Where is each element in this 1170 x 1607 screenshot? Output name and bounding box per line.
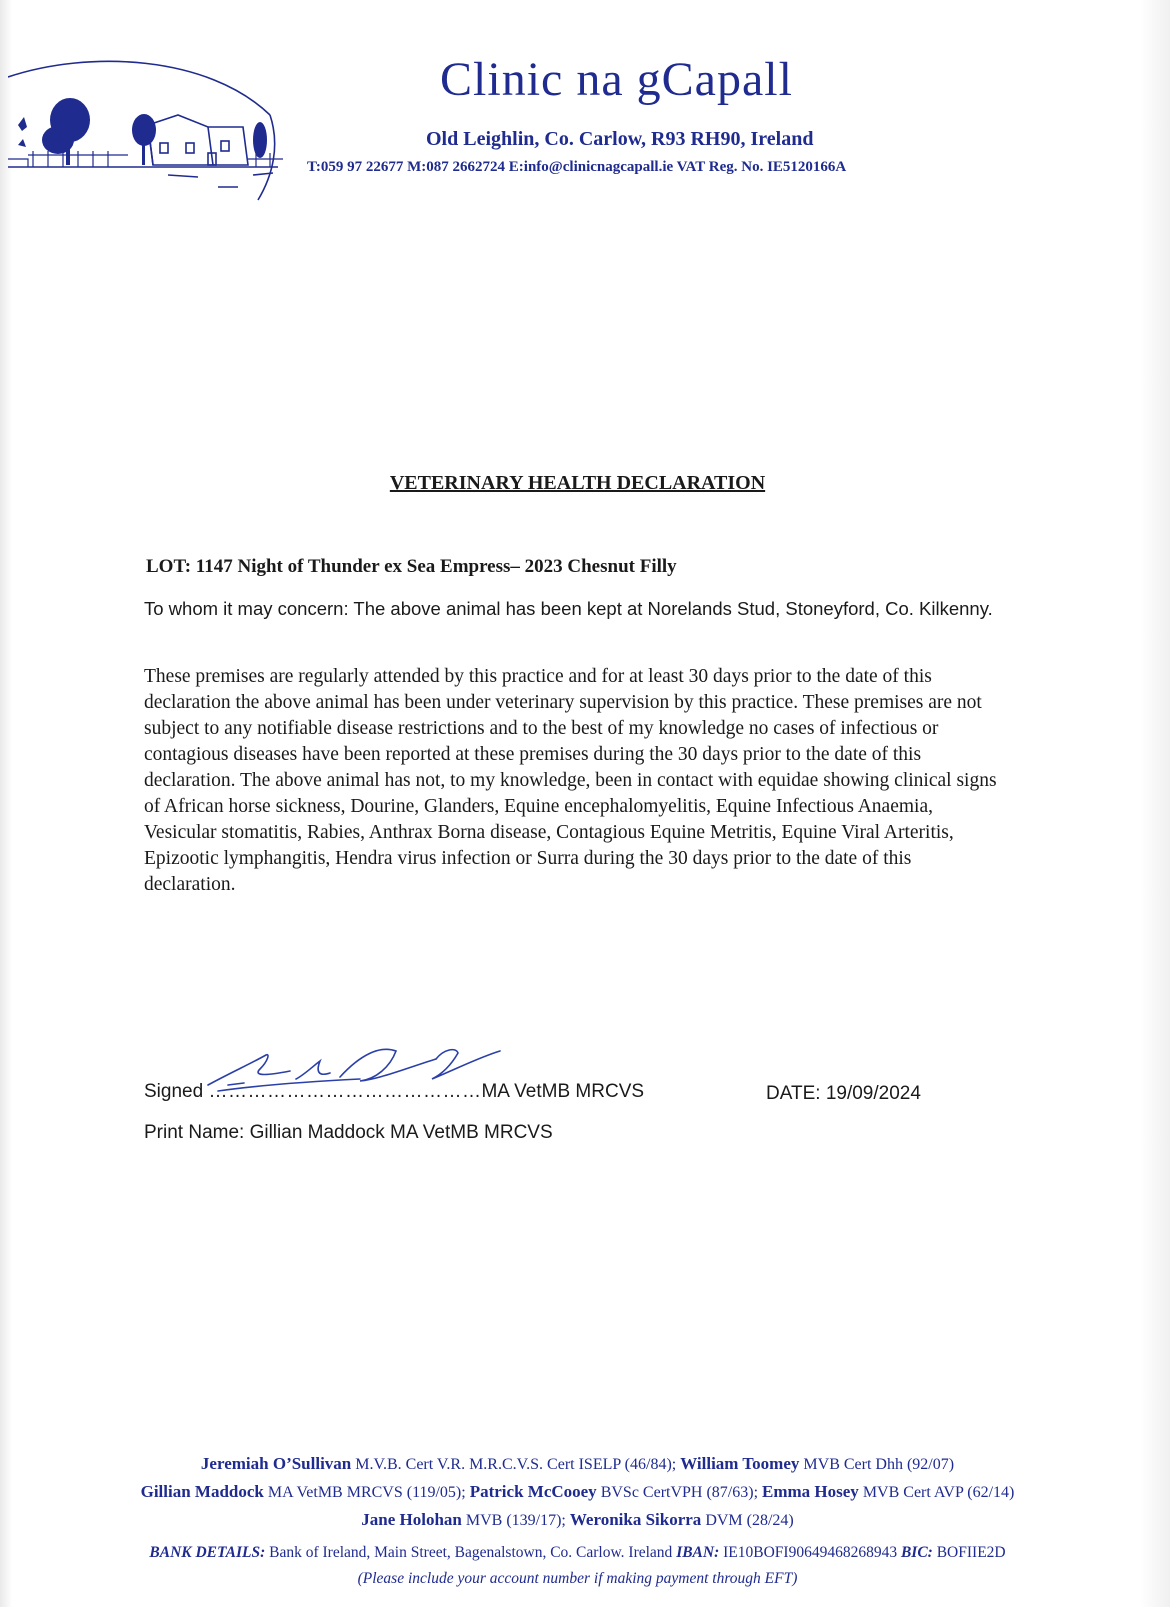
- clinic-address: Old Leighlin, Co. Carlow, R93 RH90, Ireland: [426, 128, 814, 150]
- vet-name: William Toomey: [680, 1454, 800, 1473]
- signature-dots: ……………………………………: [208, 1081, 482, 1102]
- bank-name: Bank of Ireland, Main Street, Bagenalstown, Co. Carlow. Ireland: [265, 1544, 677, 1561]
- bank-line: [0, 1540, 1155, 1566]
- bank-label: BANK DETAILS:: [149, 1544, 266, 1561]
- vet-credentials: MVB (139/17);: [461, 1512, 570, 1529]
- clinic-name: Clinic na gCapall: [440, 53, 793, 106]
- vets-line-2: [0, 1478, 1155, 1506]
- vet-credentials: MVB Cert Dhh (92/07): [799, 1456, 955, 1473]
- vet-name: Gillian Maddock: [140, 1482, 264, 1501]
- iban-value: IE10BOFI90649468268943: [719, 1544, 901, 1561]
- scan-edge-left: [0, 0, 12, 1607]
- bank-details: [0, 1540, 1155, 1592]
- vet-name: Weronika Sikorra: [569, 1510, 702, 1529]
- vet-credentials: M.V.B. Cert V.R. M.R.C.V.S. Cert ISELP (46/84);: [351, 1456, 681, 1473]
- lot-line: LOT: 1147 Night of Thunder ex Sea Empress– 2023 Chesnut Filly: [146, 556, 677, 577]
- signature-qualifications: MA VetMB MRCVS: [481, 1081, 645, 1102]
- vet-name: Emma Hosey: [762, 1482, 859, 1501]
- paragraph-declaration: These premises are regularly attended by this practice and for at least 30 days prior to the date of this declaration the above animal has been under veterinary supervision by this practice. These premises are not subject to any notifiable disease restrictions and to the best of my knowledge no cases of infectious or contagious diseases have been reported at these premises during the 30 days prior to the date of this declaration. The above animal has not, to my knowledge, been in contact with equidae showing clinical signs of African horse sickness, Dourine, Glanders, Equine encephalomyelitis, Equine Infectious Anaemia, Vesicular stomatitis, Rabies, Anthrax Borna disease, Contagious Equine Metritis, Equine Viral Arteritis, Epizootic lymphangitis, Hendra virus infection or Surra during the 30 days prior to the date of this declaration.: [144, 666, 997, 895]
- vet-credentials: MVB Cert AVP (62/14): [858, 1484, 1015, 1501]
- signature-line: [144, 1081, 644, 1103]
- signed-label: Signed: [144, 1081, 204, 1102]
- vets-line-3: [0, 1506, 1155, 1534]
- declaration-date: DATE: 19/09/2024: [766, 1083, 921, 1104]
- bic-label: BIC:: [900, 1544, 933, 1561]
- vet-credentials: MA VetMB MRCVS (119/05);: [263, 1484, 470, 1501]
- clinic-contact: T:059 97 22677 M:087 2662724 E:info@clinicnagcapall.ie VAT Reg. No. IE5120166A: [307, 159, 847, 175]
- veterinarian-list: [0, 1450, 1155, 1534]
- paragraph-premises: To whom it may concern: The above animal has been kept at Norelands Stud, Stoneyford, Co. Kilkenny.: [144, 598, 993, 619]
- vet-name: Jeremiah O’Sullivan: [200, 1454, 352, 1473]
- document-title: VETERINARY HEALTH DECLARATION: [389, 472, 766, 494]
- vet-credentials: BVSc CertVPH (87/63);: [596, 1484, 763, 1501]
- payment-note: (Please include your account number if making payment through EFT): [357, 1570, 798, 1587]
- scan-edge-right: [1140, 0, 1170, 1607]
- farmhouse-drawing-icon: [8, 55, 288, 205]
- iban-label: IBAN:: [676, 1544, 720, 1561]
- vet-name: Jane Holohan: [361, 1510, 462, 1529]
- vets-line-1: [0, 1450, 1155, 1478]
- vet-name: Patrick McCooey: [469, 1482, 597, 1501]
- vet-credentials: DVM (28/24): [701, 1512, 794, 1529]
- print-name: Print Name: Gillian Maddock MA VetMB MRCVS: [144, 1122, 553, 1143]
- bic-value: BOFIIE2D: [932, 1544, 1006, 1561]
